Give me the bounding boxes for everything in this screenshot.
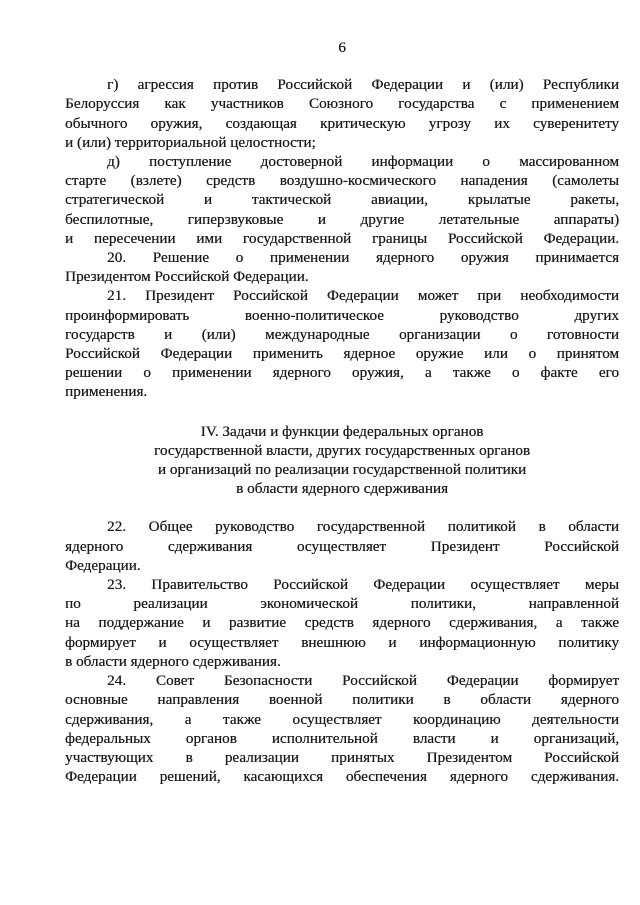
text-line: 24. Совет Безопасности Российской Федерации формирует <box>107 672 619 690</box>
text-line: в области ядерного сдерживания. <box>65 652 281 670</box>
text-line: беспилотные, гиперзвуковые и другие летательные аппараты) <box>65 210 619 228</box>
text-line: Российской Федерации применить ядерное оружие или о принятом <box>65 345 619 363</box>
text-line: 22. Общее руководство государственной политикой в области <box>107 518 619 536</box>
section-heading <box>65 422 619 499</box>
text-line: 20. Решение о применении ядерного оружия принимается <box>107 249 619 267</box>
paragraph-aggression-g <box>65 75 619 152</box>
paragraph-clause-21 <box>65 286 619 401</box>
text-line: старте (взлете) средств воздушно-космического нападения (самолеты <box>65 172 619 190</box>
text-line: по реализации экономической политики, направленной <box>65 595 619 613</box>
paragraph-clause-20 <box>65 248 619 286</box>
text-line: Федерации решений, касающихся обеспечения ядерного сдерживания. <box>65 768 619 786</box>
text-line: участвующих в реализации принятых Президентом Российской <box>65 748 619 766</box>
section-heading-line: IV. Задачи и функции федеральных органов <box>200 422 484 440</box>
text-line: государств и (или) международные организации о готовности <box>65 325 619 343</box>
text-line: 23. Правительство Российской Федерации осуществляет меры <box>107 576 619 594</box>
text-line: применения. <box>65 383 148 401</box>
paragraph-information-d <box>65 152 619 248</box>
paragraph-clause-22 <box>65 517 619 575</box>
text-line: Федерации. <box>65 556 141 574</box>
paragraph-clause-23 <box>65 575 619 671</box>
text-line: федеральных органов исполнительной власти и организаций, <box>65 729 619 747</box>
text-line: проинформировать военно-политическое руководство других <box>65 306 619 324</box>
text-line: стратегической и тактической авиации, крылатые ракеты, <box>65 191 619 209</box>
text-line: на поддержание и развитие средств ядерного сдерживания, а также <box>65 614 619 632</box>
paragraph-clause-24 <box>65 671 619 786</box>
text-line: и (или) территориальной целостности; <box>65 133 316 151</box>
text-line: г) агрессия против Российской Федерации и (или) Республики <box>107 76 619 94</box>
text-line: д) поступление достоверной информации о массированном <box>107 153 619 171</box>
page-number: 6 <box>338 39 346 56</box>
text-line: Белоруссия как участников Союзного государства с применением <box>65 95 619 113</box>
text-line: ядерного сдерживания осуществляет Президент Российской <box>65 537 619 555</box>
text-line: сдерживания, а также осуществляет координацию деятельности <box>65 710 619 728</box>
text-line: основные направления военной политики в области ядерного <box>65 691 619 709</box>
text-line: и пересечении ими государственной границы Российской Федерации. <box>65 229 619 247</box>
text-line: 21. Президент Российской Федерации может при необходимости <box>107 287 619 305</box>
text-line: решении о применении ядерного оружия, а также о факте его <box>65 364 619 382</box>
text-line: обычного оружия, создающая критическую угрозу их суверенитету <box>65 114 619 132</box>
text-line: Президентом Российской Федерации. <box>65 268 309 286</box>
section-heading-line: в области ядерного сдерживания <box>236 480 448 498</box>
section-heading-line: государственной власти, других государственных органов <box>153 441 531 459</box>
section-heading-line: и организаций по реализации государственной политики <box>157 461 527 479</box>
text-line: формирует и осуществляет внешнюю и информационную политику <box>65 633 619 651</box>
document-body <box>65 75 619 786</box>
